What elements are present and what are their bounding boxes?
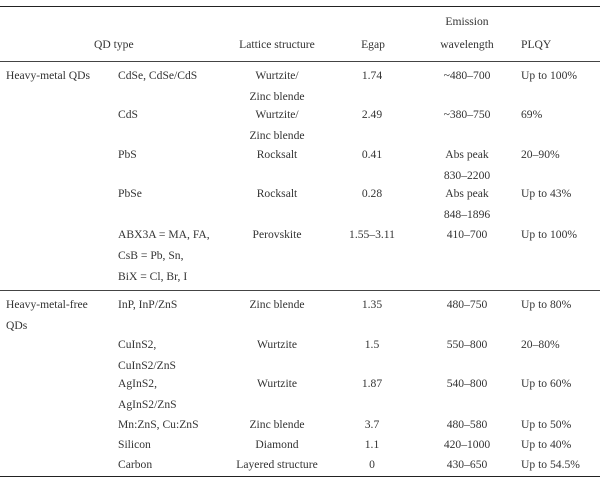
lattice: Zinc blende	[249, 90, 305, 103]
material: CdS	[118, 108, 138, 121]
material: Silicon	[118, 438, 151, 451]
plqy: Up to 43%	[521, 187, 572, 200]
egap: 0	[369, 458, 375, 471]
header-lattice: Lattice structure	[239, 38, 315, 51]
egap: 1.55–3.11	[349, 228, 395, 241]
egap: 3.7	[364, 418, 380, 431]
emission: 830–2200	[443, 169, 491, 182]
egap: 0.41	[361, 148, 383, 161]
egap: 1.74	[361, 69, 383, 82]
material: PbS	[118, 148, 137, 161]
lattice: Perovskite	[252, 228, 302, 241]
material: Mn:ZnS, Cu:ZnS	[118, 418, 199, 431]
emission: 430–650	[446, 458, 488, 471]
group-label: QDs	[6, 319, 28, 332]
material: CsB = Pb, Sn,	[118, 249, 184, 262]
emission: ~380–750	[443, 108, 491, 121]
header-wavelength: wavelength	[440, 38, 494, 51]
group-label: Heavy-metal QDs	[6, 69, 91, 82]
egap: 1.35	[361, 298, 383, 311]
material: Carbon	[118, 458, 153, 471]
plqy: Up to 100%	[521, 69, 578, 82]
lattice: Rocksalt	[256, 187, 298, 200]
emission: ~480–700	[443, 69, 491, 82]
plqy: Up to 50%	[521, 418, 572, 431]
plqy: Up to 60%	[521, 377, 572, 390]
emission: Abs peak	[445, 187, 489, 200]
lattice: Wurtzite	[256, 338, 298, 351]
lattice: Wurtzite/	[255, 69, 299, 82]
plqy: 20–90%	[521, 148, 560, 161]
lattice: Zinc blende	[249, 418, 305, 431]
material: AgInS2,	[118, 377, 157, 390]
material: CdSe, CdSe/CdS	[118, 69, 198, 82]
header-plqy: PLQY	[521, 38, 552, 51]
material: CuInS2/ZnS	[118, 359, 176, 372]
lattice: Diamond	[255, 438, 299, 451]
bottom-rule	[0, 476, 600, 477]
group-rule	[0, 290, 600, 291]
emission: 848–1896	[443, 208, 491, 221]
header-qd-type: QD type	[94, 38, 134, 51]
header-rule	[0, 61, 600, 62]
emission: 550–800	[446, 338, 488, 351]
header-egap: Egap	[361, 38, 385, 51]
lattice: Wurtzite/	[255, 108, 299, 121]
lattice: Wurtzite	[256, 377, 298, 390]
egap: 0.28	[361, 187, 383, 200]
emission: 540–800	[446, 377, 488, 390]
plqy: 69%	[521, 108, 543, 121]
egap: 2.49	[361, 108, 383, 121]
emission: 480–750	[446, 298, 488, 311]
lattice: Zinc blende	[249, 129, 305, 142]
plqy: Up to 80%	[521, 298, 572, 311]
emission: 420–1000	[443, 438, 491, 451]
plqy: Up to 40%	[521, 438, 572, 451]
egap: 1.5	[364, 338, 380, 351]
plqy: Up to 54.5%	[521, 458, 580, 471]
top-rule	[0, 6, 600, 7]
lattice: Zinc blende	[249, 298, 305, 311]
material: ABX3A = MA, FA,	[118, 228, 210, 241]
lattice: Rocksalt	[256, 148, 298, 161]
plqy: Up to 100%	[521, 228, 578, 241]
emission: 480–580	[446, 418, 488, 431]
egap: 1.87	[361, 377, 383, 390]
group-label: Heavy-metal-free	[6, 298, 88, 311]
plqy: 20–80%	[521, 338, 560, 351]
material: InP, InP/ZnS	[118, 298, 178, 311]
egap: 1.1	[364, 438, 380, 451]
material: PbSe	[118, 187, 142, 200]
material: BiX = Cl, Br, I	[118, 270, 188, 283]
lattice: Layered structure	[236, 458, 318, 471]
emission: 410–700	[446, 228, 488, 241]
material: CuInS2,	[118, 338, 157, 351]
material: AgInS2/ZnS	[118, 398, 177, 411]
header-emission: Emission	[445, 15, 489, 28]
emission: Abs peak	[445, 148, 489, 161]
